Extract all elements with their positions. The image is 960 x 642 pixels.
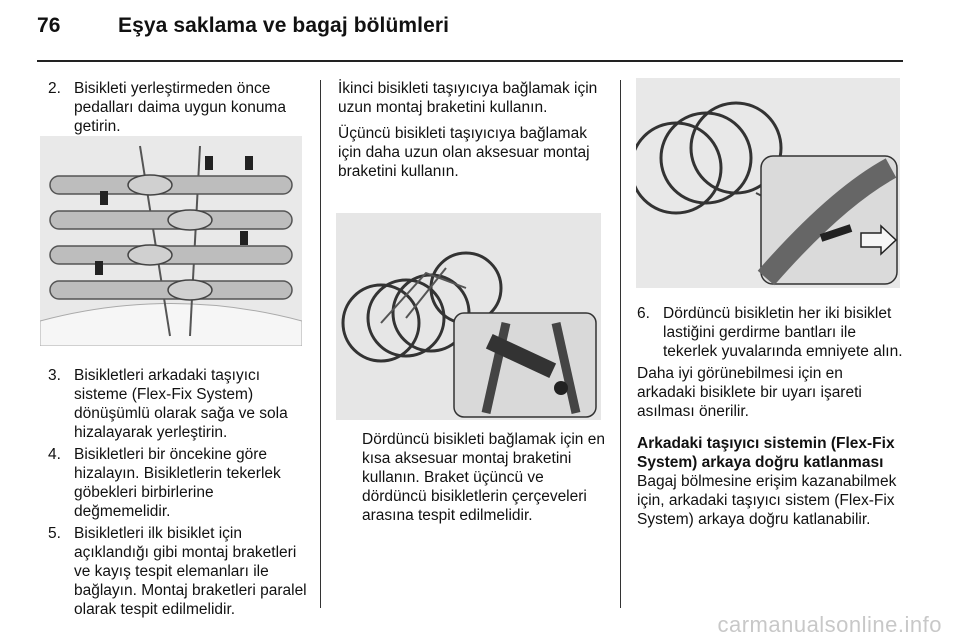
column-3 — [637, 304, 905, 529]
column-2-top — [338, 79, 608, 181]
page-title: Eşya saklama ve bagaj bölümleri — [118, 14, 450, 37]
paragraph: Üçüncü bisikleti taşıyıcıya bağlamak için daha uzun olan aksesuar montaj braketini kullanın. — [338, 125, 590, 180]
list-text: Bisikletleri arkadaki taşıyıcı sisteme (Flex-Fix System) dönüşümlü olarak sağa ve sola hizalayarak yerleştirin. — [74, 367, 288, 441]
list-item-5 — [48, 524, 310, 619]
list-text: Bisikleti yerleştirmeden önce pedalları daima uygun konuma getirin. — [74, 80, 286, 135]
column-1-top — [48, 79, 310, 136]
figure-tire-strap-detail — [636, 78, 900, 288]
paragraph: Bagaj bölmesine erişim kazanabilmek için, arkadaki taşıyıcı sistem (Flex-Fix System) arkaya doğru katlanabilir. — [637, 473, 897, 528]
list-text: Bisikletleri bir öncekine göre hizalayın. Bisikletlerin tekerlek göbekleri birbirlerine değmemelidir. — [74, 446, 281, 520]
list-item-2 — [48, 79, 310, 136]
figure-bikes-on-rack — [336, 213, 601, 420]
section-heading: Arkadaki taşıyıcı sistemin (Flex-Fix System) arkaya doğru katlanması — [637, 435, 895, 471]
figure-bike-rack-top-view — [40, 136, 302, 346]
paragraph: Dördüncü bisikleti bağlamak için en kısa aksesuar montaj braketini kullanın. Braket üçüncü ve dördüncü bisikletlerin çerçeveleri arasına tespit edilmelidir. — [362, 431, 605, 524]
paragraph: İkinci bisikleti taşıyıcıya bağlamak için uzun montaj braketini kullanın. — [338, 80, 598, 116]
column-1-bottom — [48, 366, 310, 619]
header-rule — [37, 60, 903, 62]
list-item-4 — [48, 445, 310, 521]
paragraph: Daha iyi görünebilmesi için en arkadaki bisiklete bir uyarı işareti asılması önerilir. — [637, 365, 862, 420]
list-number: 2. — [48, 80, 61, 97]
list-number: 6. — [637, 305, 650, 322]
list-number: 5. — [48, 525, 61, 542]
bikes-bracket-illustration — [336, 213, 601, 420]
list-number: 3. — [48, 367, 61, 384]
column-divider-1 — [320, 80, 321, 608]
list-text: Bisikletleri ilk bisiklet için açıklandığı gibi montaj braketleri ve kayış tespit elemanları ile bağlayın. Montaj braketleri paralel olarak tespit edilmelidir. — [74, 525, 307, 618]
column-divider-2 — [620, 80, 621, 608]
column-2-bottom — [362, 430, 610, 525]
bike-rack-illustration — [40, 136, 302, 346]
page-number: 76 — [37, 14, 61, 37]
list-text: Dördüncü bisikletin her iki bisiklet lastiğini gerdirme bantları ile tekerlek yuvalarında emniyete alın. — [663, 305, 903, 360]
list-item-3 — [48, 366, 310, 442]
list-item-6 — [637, 304, 905, 361]
tire-strap-illustration — [636, 78, 900, 288]
list-number: 4. — [48, 446, 61, 463]
watermark: carmanualsonline.info — [717, 612, 942, 637]
